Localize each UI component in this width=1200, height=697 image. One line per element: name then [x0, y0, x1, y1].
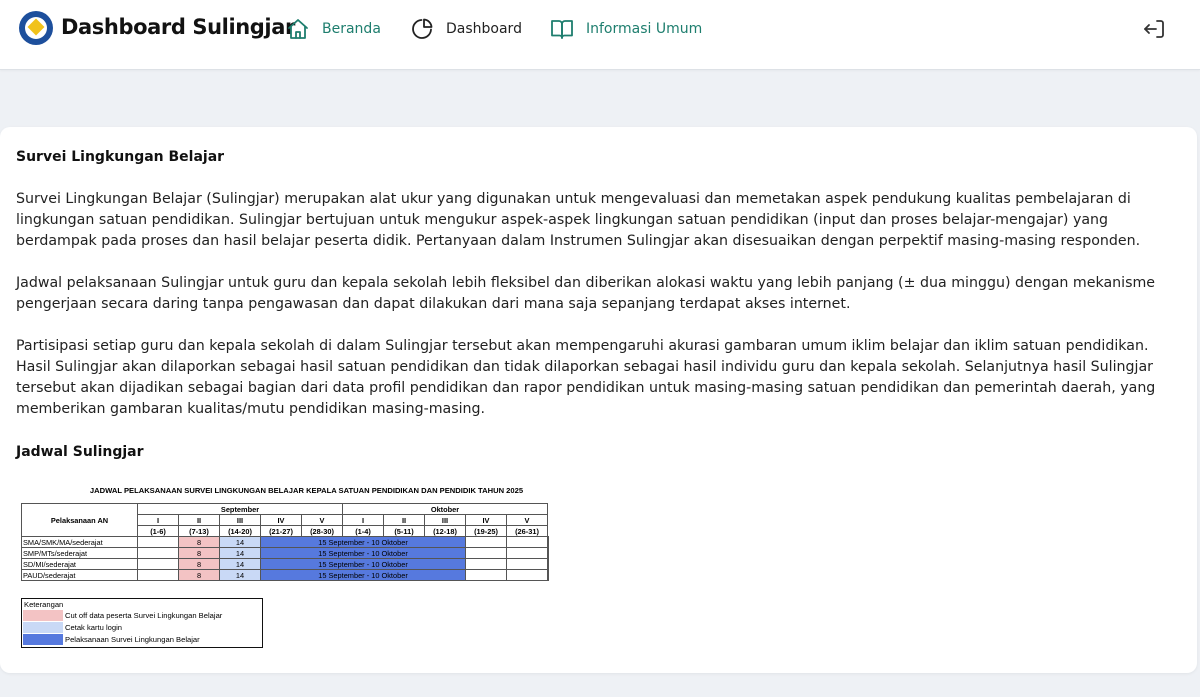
card-cell: 14	[220, 548, 261, 559]
card-cell: 14	[220, 570, 261, 581]
content-card	[0, 127, 1197, 673]
week-num: II	[179, 515, 220, 526]
empty-cell	[466, 537, 507, 548]
table-row	[22, 537, 549, 548]
week-range: (19-25)	[466, 526, 507, 537]
page-title: Survei Lingkungan Belajar	[16, 149, 225, 165]
schedule-table	[21, 503, 549, 581]
paragraph-participation: Partisipasi setiap guru dan kepala sekolah di dalam Sulingjar tersebut akan mempengaruhi akurasi gambaran umum iklim belajar dan iklim satuan pendidikan. Hasil Sulingjar akan dilaporkan sebagai hasil satuan pendidikan dan tidak dilaporkan sebagai hasil individu guru dan kepala sekolah. Selanjutnya hasil Sulingjar tersebut akan dijadikan sebagai bagian dari data profil pendidikan dan rapor pendidikan untuk masing-masing satuan pendidikan dan pemerintah daerah, yang memberikan gambaran kualitas/mutu pendidikan masing-masing.	[16, 338, 1156, 417]
week-num: I	[138, 515, 179, 526]
level-cell: PAUD/sederajat	[22, 570, 138, 581]
week-range: (21-27)	[261, 526, 302, 537]
legend-item	[22, 610, 262, 622]
legend-swatch-period	[23, 634, 63, 645]
empty-cell	[138, 570, 179, 581]
week-range: (14-20)	[220, 526, 261, 537]
table-row	[22, 570, 549, 581]
nav-item-beranda[interactable]	[286, 16, 381, 42]
week-range: (1-4)	[343, 526, 384, 537]
legend-swatch-card	[23, 622, 63, 633]
cutoff-cell: 8	[179, 559, 220, 570]
week-range: (12-18)	[425, 526, 466, 537]
cutoff-cell: 8	[179, 570, 220, 581]
legend-label: Cut off data peserta Survei Lingkungan Belajar	[65, 611, 223, 620]
pie-chart-icon	[410, 17, 434, 41]
level-cell: SD/MI/sederajat	[22, 559, 138, 570]
week-num: I	[343, 515, 384, 526]
book-open-icon	[550, 17, 574, 41]
empty-cell	[548, 537, 549, 548]
legend-item	[22, 634, 262, 646]
nav-label-beranda: Beranda	[322, 21, 381, 37]
week-num: II	[384, 515, 425, 526]
logout-icon[interactable]	[1142, 17, 1166, 41]
week-num: V	[302, 515, 343, 526]
level-cell: SMP/MTs/sederajat	[22, 548, 138, 559]
row-header: Pelaksanaan AN	[22, 504, 138, 537]
empty-cell	[466, 570, 507, 581]
card-cell: 14	[220, 559, 261, 570]
table-row	[22, 548, 549, 559]
nav-item-dashboard[interactable]	[410, 16, 522, 42]
empty-cell	[138, 548, 179, 559]
home-icon	[286, 17, 310, 41]
month-oktober: Oktober	[343, 504, 548, 515]
card-cell: 14	[220, 537, 261, 548]
level-cell: SMA/SMK/MA/sederajat	[22, 537, 138, 548]
empty-cell	[548, 570, 549, 581]
empty-cell	[548, 548, 549, 559]
week-num: IV	[261, 515, 302, 526]
period-cell: 15 September - 10 Oktober	[261, 548, 466, 559]
cutoff-cell: 8	[179, 537, 220, 548]
nav-label-dashboard: Dashboard	[446, 21, 522, 37]
empty-cell	[548, 559, 549, 570]
empty-cell	[507, 548, 548, 559]
schedule-heading: Jadwal Sulingjar	[16, 444, 144, 460]
cutoff-cell: 8	[179, 548, 220, 559]
empty-cell	[507, 559, 548, 570]
table-row	[22, 559, 549, 570]
legend-label: Cetak kartu login	[65, 623, 122, 632]
schedule-legend	[21, 598, 263, 648]
schedule-title: JADWAL PELAKSANAAN SURVEI LINGKUNGAN BELAJAR KEPALA SATUAN PENDIDIKAN DAN PENDIDIK TAHUN 2025	[89, 486, 524, 495]
legend-swatch-cutoff	[23, 610, 63, 621]
week-num: III	[425, 515, 466, 526]
week-num: IV	[466, 515, 507, 526]
week-range: (28-30)	[302, 526, 343, 537]
legend-item	[22, 622, 262, 634]
paragraph-schedule-info: Jadwal pelaksanaan Sulingjar untuk guru dan kepala sekolah lebih fleksibel dan diberikan alokasi waktu yang lebih panjang (± dua minggu) dengan mekanisme pengerjaan secara daring tanpa pengawasan dan dapat dilakukan dari mana saja sepanjang terdapat akses internet.	[16, 275, 1156, 312]
week-range: (5-11)	[384, 526, 425, 537]
week-range: (1-6)	[138, 526, 179, 537]
empty-cell	[138, 559, 179, 570]
brand-logo[interactable]	[19, 11, 53, 45]
top-navbar	[0, 0, 1200, 70]
period-cell: 15 September - 10 Oktober	[261, 559, 466, 570]
nav-label-informasi-umum: Informasi Umum	[586, 21, 703, 37]
brand-title[interactable]: Dashboard Sulingjar	[61, 15, 295, 39]
empty-cell	[507, 537, 548, 548]
empty-cell	[138, 537, 179, 548]
legend-title: Keterangan	[24, 600, 64, 609]
empty-cell	[466, 559, 507, 570]
paragraph-intro: Survei Lingkungan Belajar (Sulingjar) merupakan alat ukur yang digunakan untuk mengevaluasi dan memetakan aspek pendukung kualitas pembelajaran di lingkungan satuan pendidikan. Sulingjar bertujuan untuk mengukur aspek-aspek lingkungan satuan pendidikan (input dan proses belajar-mengajar) yang berdampak pada proses dan hasil belajar peserta didik. Pertanyaan dalam Instrumen Sulingjar akan disesuaikan dengan perpektif masing-masing responden.	[16, 191, 1141, 249]
week-range: (7-13)	[179, 526, 220, 537]
nav-item-informasi-umum[interactable]	[550, 16, 702, 42]
empty-cell	[466, 548, 507, 559]
period-cell: 15 September - 10 Oktober	[261, 570, 466, 581]
empty-cell	[507, 570, 548, 581]
month-september: September	[138, 504, 343, 515]
period-cell: 15 September - 10 Oktober	[261, 537, 466, 548]
week-num: V	[507, 515, 548, 526]
week-range: (26-31)	[507, 526, 548, 537]
week-num: III	[220, 515, 261, 526]
legend-label: Pelaksanaan Survei Lingkungan Belajar	[65, 635, 200, 644]
